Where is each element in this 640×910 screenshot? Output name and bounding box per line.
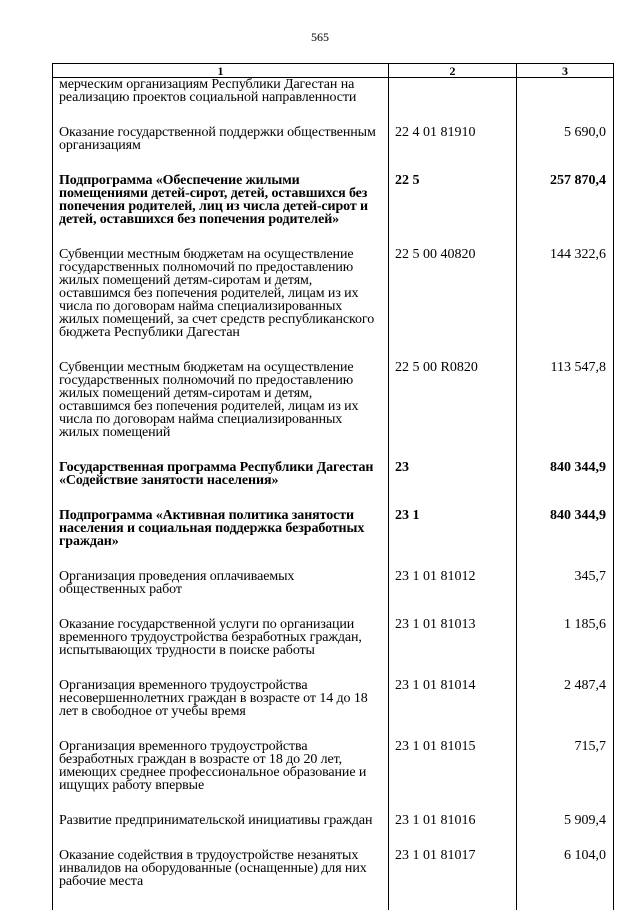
header-col-3: 3 [517,64,614,78]
table-row [53,570,614,618]
table-row [53,78,614,127]
row-amount: 345,7 [517,570,614,618]
table-row [53,740,614,814]
row-code: 22 5 00 R0820 [389,361,517,461]
row-amount: 144 322,6 [517,248,614,361]
row-code: 23 1 01 81016 [389,814,517,849]
row-code: 22 5 00 40820 [389,248,517,361]
row-description: мерческим организациям Республики Дагестан на реализацию проектов социальной направленности [53,78,389,127]
row-description: Организация временного трудоустройства несовершеннолетних граждан в возрасте от 14 до 18 лет в свободное от учебы время [53,679,389,740]
row-amount: 1 185,6 [517,618,614,679]
budget-table [52,63,614,910]
table-row [53,679,614,740]
row-code: 23 1 [389,509,517,570]
row-code: 22 5 [389,174,517,248]
row-description: Подпрограмма «Обеспечение жилыми помещениями детей-сирот, детей, оставшихся без попечения родителей, лиц из числа детей-сирот и детей, оставшихся без попечения родителей» [53,174,389,248]
table-row [53,618,614,679]
row-code: 23 1 01 81017 [389,849,517,910]
table-row [53,361,614,461]
row-amount: 715,7 [517,740,614,814]
row-amount: 2 487,4 [517,679,614,740]
row-amount: 840 344,9 [517,509,614,570]
row-description: Подпрограмма «Активная политика занятости населения и социальная поддержка безработных граждан» [53,509,389,570]
page-number: 565 [0,30,640,45]
row-description: Оказание государственной поддержки общественным организациям [53,126,389,174]
row-amount [517,78,614,127]
header-row [53,64,614,78]
row-description: Субвенции местным бюджетам на осуществление государственных полномочий по предоставлению жилых помещений детям-сиротам и детям, оставшимся без попечения родителей, лицам из их числа по договорам найма специализированных жилых помещений [53,361,389,461]
table-row [53,461,614,509]
header-col-2: 2 [389,64,517,78]
table-body [53,78,614,910]
table-row [53,174,614,248]
row-amount: 113 547,8 [517,361,614,461]
row-description: Организация временного трудоустройства безработных граждан в возрасте от 18 до 20 лет, имеющих среднее профессиональное образование и ищущих работу впервые [53,740,389,814]
table-row [53,126,614,174]
row-code: 23 1 01 81014 [389,679,517,740]
table-row [53,849,614,910]
row-code: 23 [389,461,517,509]
row-amount: 5 690,0 [517,126,614,174]
row-description: Организация проведения оплачиваемых общественных работ [53,570,389,618]
table-row [53,248,614,361]
row-code: 23 1 01 81013 [389,618,517,679]
row-code: 22 4 01 81910 [389,126,517,174]
row-description: Государственная программа Республики Дагестан «Содействие занятости населения» [53,461,389,509]
row-description: Оказание государственной услуги по организации временного трудоустройства безработных граждан, испытывающих трудности в поиске работы [53,618,389,679]
row-amount: 257 870,4 [517,174,614,248]
row-description: Развитие предпринимательской инициативы граждан [53,814,389,849]
row-description: Оказание содействия в трудоустройстве незанятых инвалидов на оборудованные (оснащенные) для них рабочие места [53,849,389,910]
row-code: 23 1 01 81012 [389,570,517,618]
row-code: 23 1 01 81015 [389,740,517,814]
table-row [53,814,614,849]
row-amount: 5 909,4 [517,814,614,849]
table-row [53,509,614,570]
header-col-1: 1 [53,64,389,78]
row-code [389,78,517,127]
row-amount: 840 344,9 [517,461,614,509]
row-amount: 6 104,0 [517,849,614,910]
row-description: Субвенции местным бюджетам на осуществление государственных полномочий по предоставлению жилых помещений детям-сиротам и детям, оставшимся без попечения родителей, лицам из их числа по договорам найма специализированных жилых помещений, за счет средств республиканского бюджета Республики Дагестан [53,248,389,361]
